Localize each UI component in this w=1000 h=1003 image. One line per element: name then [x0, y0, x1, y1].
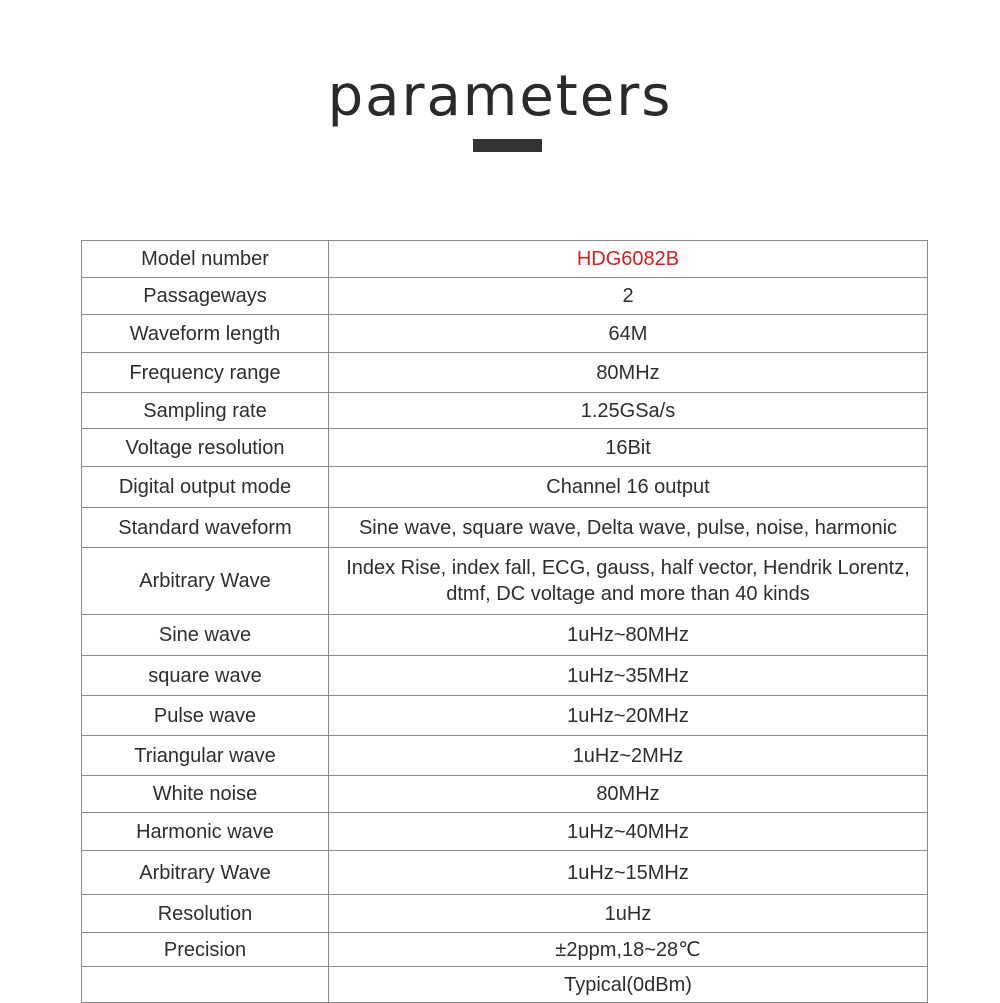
table-row: [82, 776, 928, 813]
row-label: Arbitrary Wave: [82, 548, 329, 615]
table-row: [82, 696, 928, 736]
row-value: Channel 16 output: [329, 467, 928, 508]
row-value: 1uHz~40MHz: [329, 813, 928, 851]
row-value: HDG6082B: [329, 241, 928, 278]
row-label: Precision: [82, 933, 329, 967]
table-row: [82, 933, 928, 967]
row-value: 1uHz~20MHz: [329, 696, 928, 736]
row-label: [82, 967, 329, 1003]
row-label: Sampling rate: [82, 393, 329, 429]
row-value: 80MHz: [329, 776, 928, 813]
table-row: [82, 736, 928, 776]
row-label: Sine wave: [82, 615, 329, 656]
row-label: Passageways: [82, 278, 329, 315]
row-label: Standard waveform: [82, 508, 329, 548]
table-row: [82, 278, 928, 315]
row-value: 2: [329, 278, 928, 315]
table-row: [82, 241, 928, 278]
row-label: Frequency range: [82, 353, 329, 393]
title-underline: [473, 139, 542, 152]
spec-table: [81, 240, 928, 1003]
table-row: [82, 429, 928, 467]
table-row: [82, 895, 928, 933]
row-value: 1uHz~80MHz: [329, 615, 928, 656]
table-row: [82, 615, 928, 656]
row-value: 80MHz: [329, 353, 928, 393]
table-row: [82, 393, 928, 429]
row-value: 1.25GSa/s: [329, 393, 928, 429]
table-row: [82, 353, 928, 393]
row-value: Index Rise, index fall, ECG, gauss, half vector, Hendrik Lorentz, dtmf, DC voltage and more than 40 kinds: [329, 548, 928, 615]
row-label: square wave: [82, 656, 329, 696]
row-value: 1uHz~15MHz: [329, 851, 928, 895]
row-label: Voltage resolution: [82, 429, 329, 467]
row-label: Harmonic wave: [82, 813, 329, 851]
table-row: [82, 656, 928, 696]
table-row: [82, 315, 928, 353]
table-row: [82, 813, 928, 851]
page-title: parameters: [327, 64, 673, 129]
row-value: 1uHz: [329, 895, 928, 933]
table-row: [82, 548, 928, 615]
row-label: Model number: [82, 241, 329, 278]
row-label: Resolution: [82, 895, 329, 933]
row-value: Typical(0dBm): [329, 967, 928, 1003]
row-value: 16Bit: [329, 429, 928, 467]
row-value: Sine wave, square wave, Delta wave, pulse, noise, harmonic: [329, 508, 928, 548]
table-row: [82, 508, 928, 548]
table-row: [82, 967, 928, 1003]
row-label: White noise: [82, 776, 329, 813]
row-value: 1uHz~35MHz: [329, 656, 928, 696]
row-label: Digital output mode: [82, 467, 329, 508]
row-value: ±2ppm,18~28℃: [329, 933, 928, 967]
table-row: [82, 851, 928, 895]
row-label: Waveform length: [82, 315, 329, 353]
row-label: Arbitrary Wave: [82, 851, 329, 895]
row-label: Triangular wave: [82, 736, 329, 776]
row-label: Pulse wave: [82, 696, 329, 736]
row-value: 1uHz~2MHz: [329, 736, 928, 776]
table-row: [82, 467, 928, 508]
row-value: 64M: [329, 315, 928, 353]
